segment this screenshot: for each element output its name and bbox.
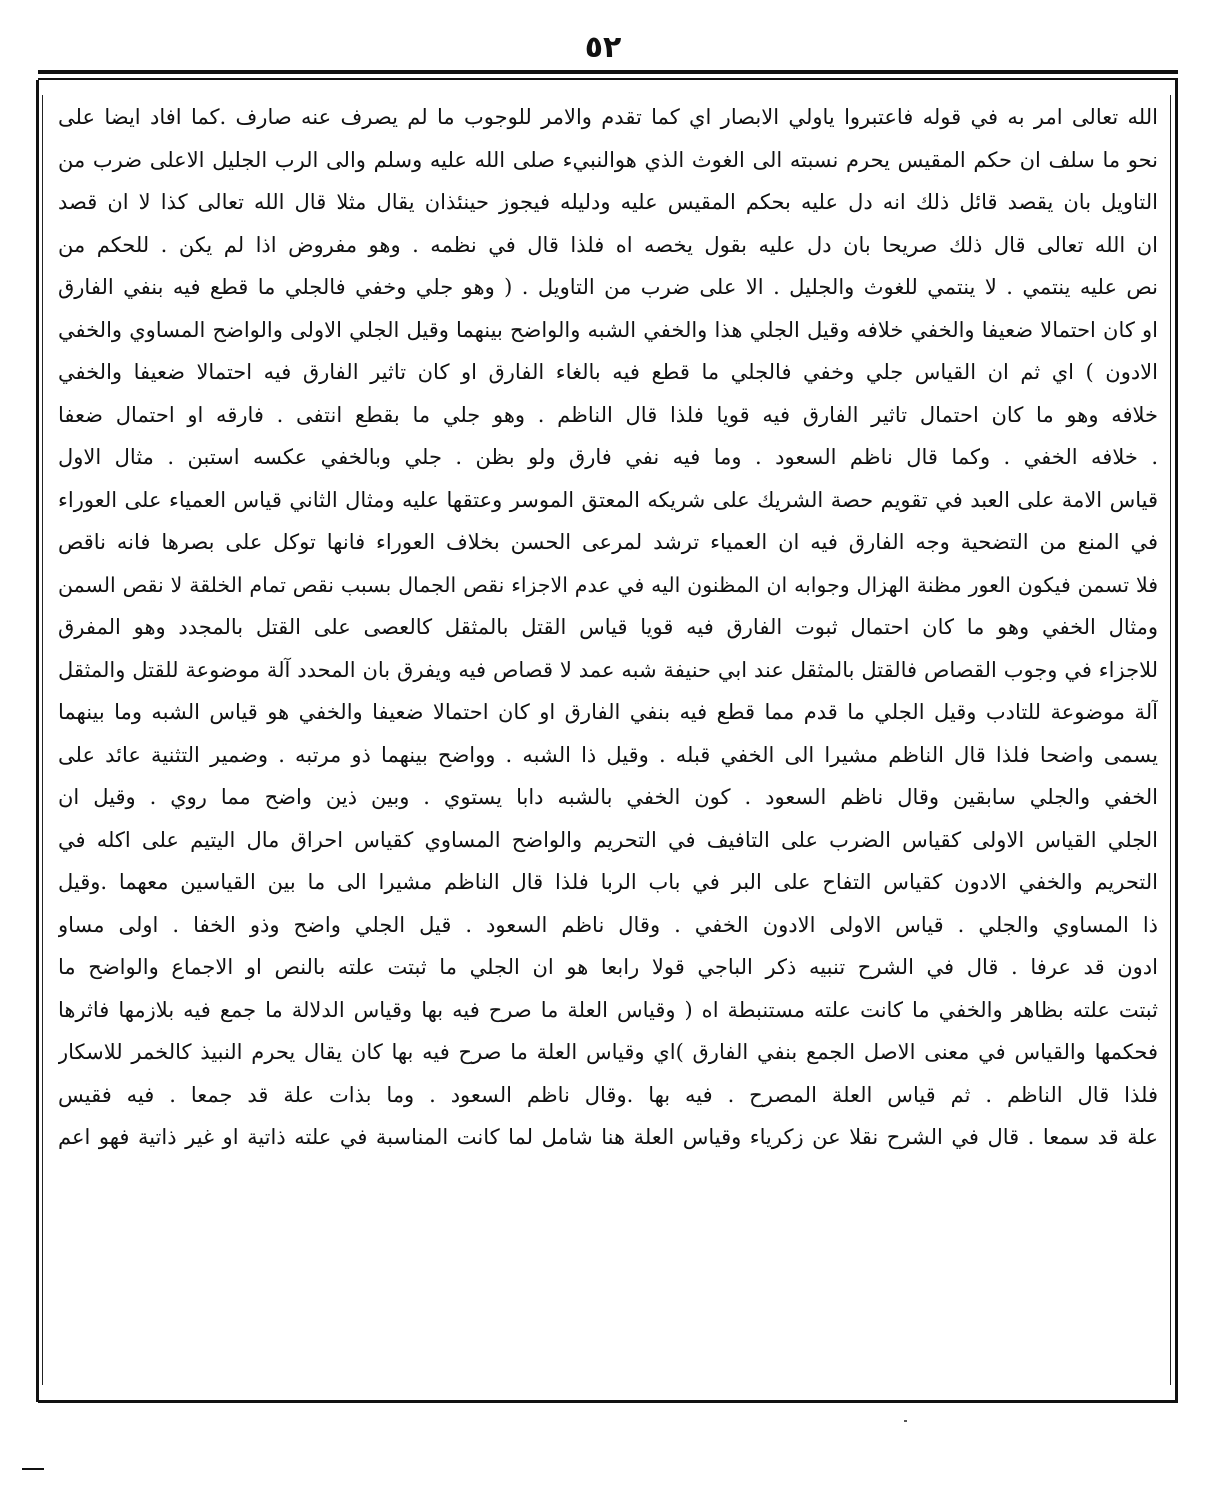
text-line: التاويل بان يقصد قائل ذلك انه دل عليه بحكم المقيس عليه ودليله فيجوز حينئذان يقال مثلا قال الله تعالى كذا لا ان قصد	[58, 190, 1158, 214]
frame-right-rule-thin	[1170, 95, 1171, 1385]
text-line: في المنع من التضحية وجه الفارق فيه ان العمياء ترشد لمرعى الحسن بخلاف العوراء فانها توكل على بصرها فانه ناقص	[58, 530, 1158, 554]
text-line: فلذا قال الناظم . ثم قياس العلة المصرح . فيه بها .وقال ناظم السعود . وما بذات علة قد جمعا . فيه فقيس	[58, 1082, 1158, 1107]
frame-left-rule	[36, 80, 39, 1402]
text-line: . خلافه الخفي . وكما قال ناظم السعود . وما فيه نفي فارق ولو بظن . جلي وبالخفي عكسه استبن . مثال الاول	[58, 445, 1158, 469]
text-line: الله تعالى امر به في قوله فاعتبروا ياولي الابصار اي كما تقدم والامر للوجوب ما لم يصرف عنه صارف .كما افاد ايضا على	[58, 105, 1158, 129]
margin-dash	[22, 1468, 44, 1470]
text-line: ان الله تعالى قال ذلك صريحا بان دل عليه بقول يخصه اه فلذا قال في نظمه . وهو مفروض اذا لم يكن . للحكم من	[58, 232, 1158, 257]
text-line: خلافه وهو ما كان احتمال تاثير الفارق فيه قويا فلذا قال الناظم . وهو جلي ما بقطع انتفى . فارقه او احتمال ضعفا	[58, 402, 1158, 427]
text-line: يسمى واضحا فلذا قال الناظم مشيرا الى الخفي قبله . وقيل ذا الشبه . وواضح بينهما ذو مرتبه . وضمير التثنية عائد على	[58, 742, 1158, 767]
text-line: قياس الامة على العبد في تقويم حصة الشريك على شريكه المعتق الموسر وعتقها عليه ومثال الثاني قياس العمياء على العوراء	[58, 487, 1158, 512]
frame-top-rule-thin	[38, 78, 1178, 80]
text-line: نحو ما سلف ان حكم المقيس يحرم نسبته الى الغوث الذي هوالنبيء صلى الله عليه وسلم والى الرب الجليل الاعلى ضرب من	[58, 147, 1158, 172]
frame-left-rule-thin	[42, 95, 43, 1385]
text-line: ثبتت علته بظاهر والخفي ما كانت علته مستنبطة اه ( وقياس العلة ما صرح فيه بها وقياس الدلالة ما جمع فيه بلازمها فاثرها	[58, 997, 1158, 1022]
frame-right-rule	[1175, 80, 1178, 1402]
margin-mark	[904, 1420, 907, 1422]
frame-bottom-rule	[38, 1400, 1178, 1403]
text-line: الجلي القياس الاولى كقياس الضرب على التافيف في التحريم والواضح المساوي كقياس احراق مال اليتيم على اكله في	[58, 827, 1158, 852]
page-number: ٥٢	[584, 30, 622, 65]
frame-top-rule	[38, 70, 1178, 74]
text-line: فلا تسمن فيكون العور مظنة الهزال وجوابه ان المظنون اليه في عدم الاجزاء نقص الجمال بسبب نقص تمام الخلقة لا نقص السمن	[58, 572, 1158, 597]
text-line: الخفي والجلي سابقين وقال ناظم السعود . كون الخفي بالشبه دابا يستوي . وبين ذين واضح مما روي . وقيل ان	[58, 785, 1158, 809]
text-line: آلة موضوعة للتادب وقيل الجلي ما قدم مما قطع فيه بنفي الفارق او كان احتمالا ضعيفا والخفي هو قياس الشبه وما بينهما	[58, 700, 1158, 724]
text-line: الادون ) اي ثم ان القياس جلي وخفي فالجلي ما قطع فيه بالغاء الفارق او كان تاثير الفارق فيه احتمالا ضعيفا والخفي	[58, 360, 1158, 384]
text-line: التحريم والخفي الادون كقياس التفاح على البر في باب الربا فلذا قال الناظم مشيرا الى ما بين القياسين معهما .وقيل	[58, 870, 1158, 894]
text-line: ادون قد عرفا . قال في الشرح تنبيه ذكر الباجي قولا رابعا هو ان الجلي ما ثبتت علته بالنص او الاجماع والواضح ما	[58, 955, 1158, 979]
text-line: فحكمها والقياس في معنى الاصل الجمع بنفي الفارق )اي وقياس العلة ما صرح فيه بها كان يقال يحرم النبيذ كالخمر للاسكار	[58, 1040, 1158, 1064]
text-line: ومثال الخفي وهو ما كان احتمال ثبوت الفارق فيه قويا قياس القتل بالمثقل كالعصى على القتل بالمجدد وهو المفرق	[58, 615, 1158, 639]
text-line: علة قد سمعا . قال في الشرح نقلا عن زكرياء وقياس العلة هنا شامل لما كانت المناسبة في علته ذاتية او غير ذاتية فهو اعم	[58, 1125, 1158, 1149]
text-line: نص عليه ينتمي . لا ينتمي للغوث والجليل . الا على ضرب من التاويل . ( وهو جلي وخفي فالجلي ما قطع فيه بنفي الفارق	[58, 275, 1158, 299]
text-line: او كان احتمالا ضعيفا والخفي خلافه وقيل الجلي هذا والخفي الشبه والواضح بينهما وقيل الجلي الاولى والواضح المساوي والخفي	[58, 317, 1158, 342]
text-line: ذا المساوي والجلي . قياس الاولى الادون الخفي . وقال ناظم السعود . قيل الجلي واضح وذو الخفا . اولى مساو	[58, 912, 1158, 937]
body-text	[58, 96, 1158, 1159]
text-line: للاجزاء في وجوب القصاص فالقتل بالمثقل عند ابي حنيفة شبه عمد لا قصاص فيه ويفرق بان المحدد آلة موضوعة للقتل والمثقل	[58, 657, 1158, 682]
